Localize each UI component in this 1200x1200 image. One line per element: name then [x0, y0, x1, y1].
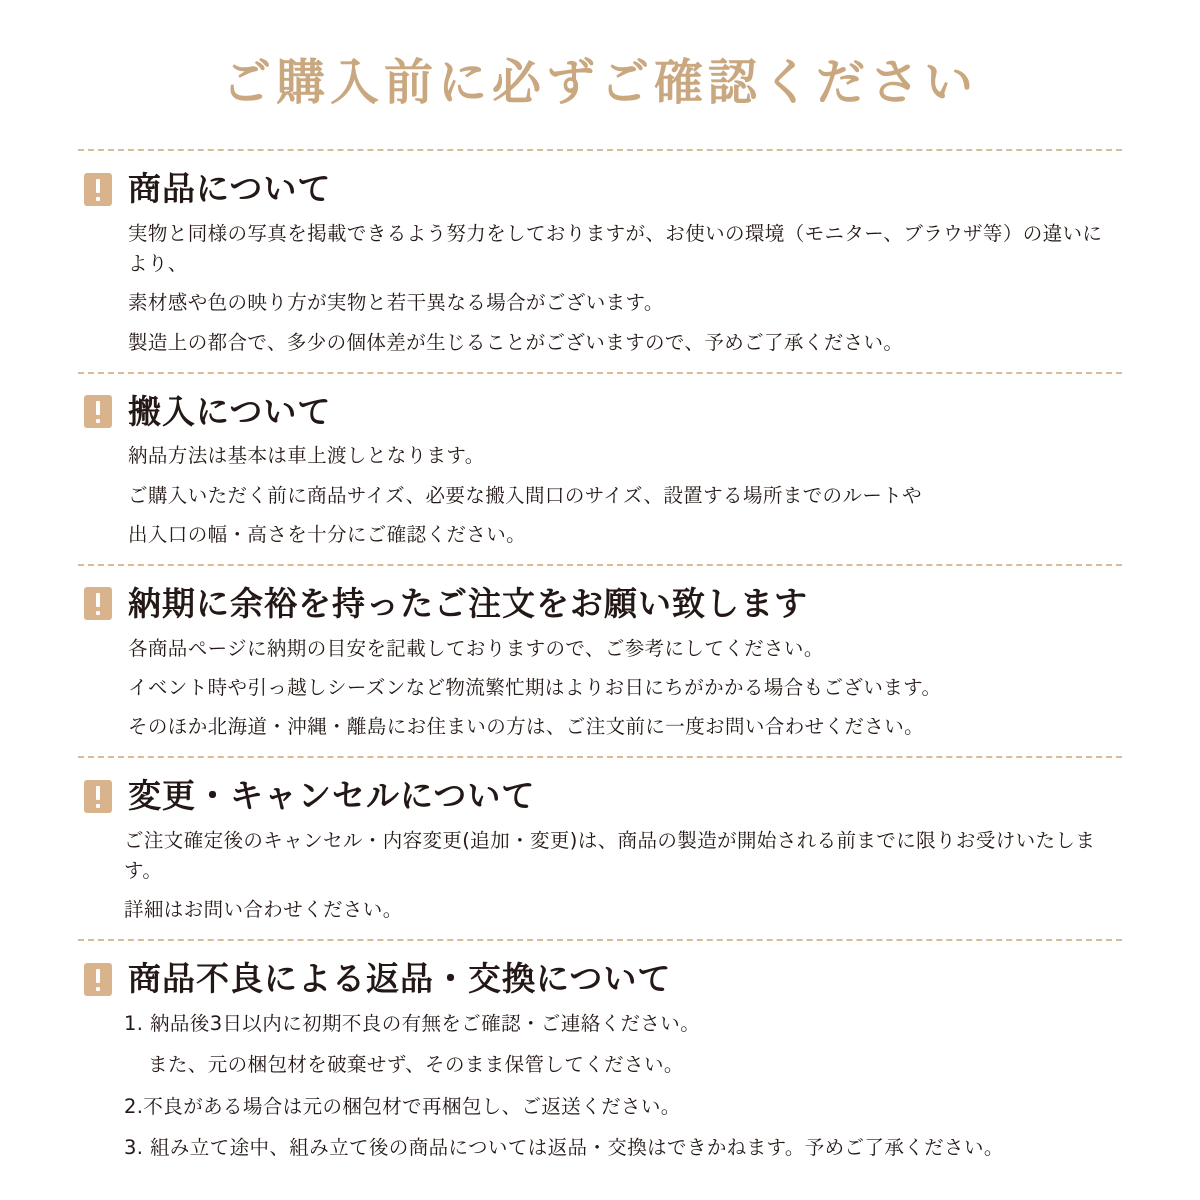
section-title: 変更・キャンセルについて	[128, 776, 536, 816]
section-change-cancel	[78, 758, 1122, 939]
body-line: 実物と同様の写真を掲載できるよう努力をしておりますが、お使いの環境（モニター、ブラウザ等）の違いにより、	[128, 221, 1103, 276]
body-line: 納品方法は基本は車上渡しとなります。	[128, 444, 485, 468]
exclamation-mark-icon	[84, 780, 112, 813]
section-heading-row	[78, 959, 1122, 999]
section-lead-time	[78, 566, 1122, 756]
body-line: イベント時や引っ越しシーズンなど物流繁忙期はよりお日にちがかかる場合もございます。	[128, 675, 942, 699]
section-delivery	[78, 374, 1122, 564]
exclamation-mark-icon	[84, 173, 112, 206]
section-title: 商品不良による返品・交換について	[128, 959, 672, 999]
page-title: ご購入前に必ずご確認ください	[221, 54, 978, 111]
body-line: 製造上の都合で、多少の個体差が生じることがございますので、予めご了承ください。	[128, 330, 904, 354]
section-body	[78, 441, 1122, 550]
section-returns-exchange	[78, 941, 1122, 1187]
section-body	[78, 826, 1122, 926]
exclamation-mark-icon	[84, 963, 112, 996]
section-body	[78, 219, 1122, 358]
section-title: 搬入について	[128, 391, 332, 431]
body-line: 詳細はお問い合わせください。	[124, 898, 403, 922]
body-line: そのほか北海道・沖縄・離島にお住まいの方は、ご注文前に一度お問い合わせください。	[128, 715, 925, 738]
section-heading-row	[78, 169, 1122, 209]
body-line: ご購入いただく前に商品サイズ、必要な搬入間口のサイズ、設置する場所までのルートや	[128, 483, 923, 507]
body-line: 3. 組み立て途中、組み立て後の商品については返品・交換はできかねます。予めご了承ください。	[124, 1135, 1004, 1159]
body-line: ご注文確定後のキャンセル・内容変更(追加・変更)は、商品の製造が開始される前までに限りお受けいたします。	[124, 828, 1096, 883]
section-product-info	[78, 151, 1122, 371]
body-line: また、元の梱包材を破棄せず、そのまま保管してください。	[148, 1053, 684, 1077]
body-line: 2.不良がある場合は元の梱包材で再梱包し、ご返送ください。	[124, 1094, 681, 1118]
exclamation-mark-icon	[84, 587, 112, 620]
section-body	[78, 1009, 1122, 1163]
body-line: 各商品ページに納期の目安を記載しておりますので、ご参考にしてください。	[128, 636, 824, 660]
body-line: 1. 納品後3日以内に初期不良の有無をご確認・ご連絡ください。	[124, 1012, 701, 1036]
body-line: 素材感や色の映り方が実物と若干異なる場合がございます。	[128, 291, 664, 315]
section-body	[78, 634, 1122, 743]
exclamation-mark-icon	[84, 395, 112, 428]
section-heading-row	[78, 776, 1122, 816]
section-title: 商品について	[128, 169, 332, 209]
section-heading-row	[78, 584, 1122, 624]
body-line: 出入口の幅・高さを十分にご確認ください。	[128, 522, 527, 546]
section-title: 納期に余裕を持ったご注文をお願い致します	[128, 583, 808, 623]
section-heading-row	[78, 392, 1122, 432]
